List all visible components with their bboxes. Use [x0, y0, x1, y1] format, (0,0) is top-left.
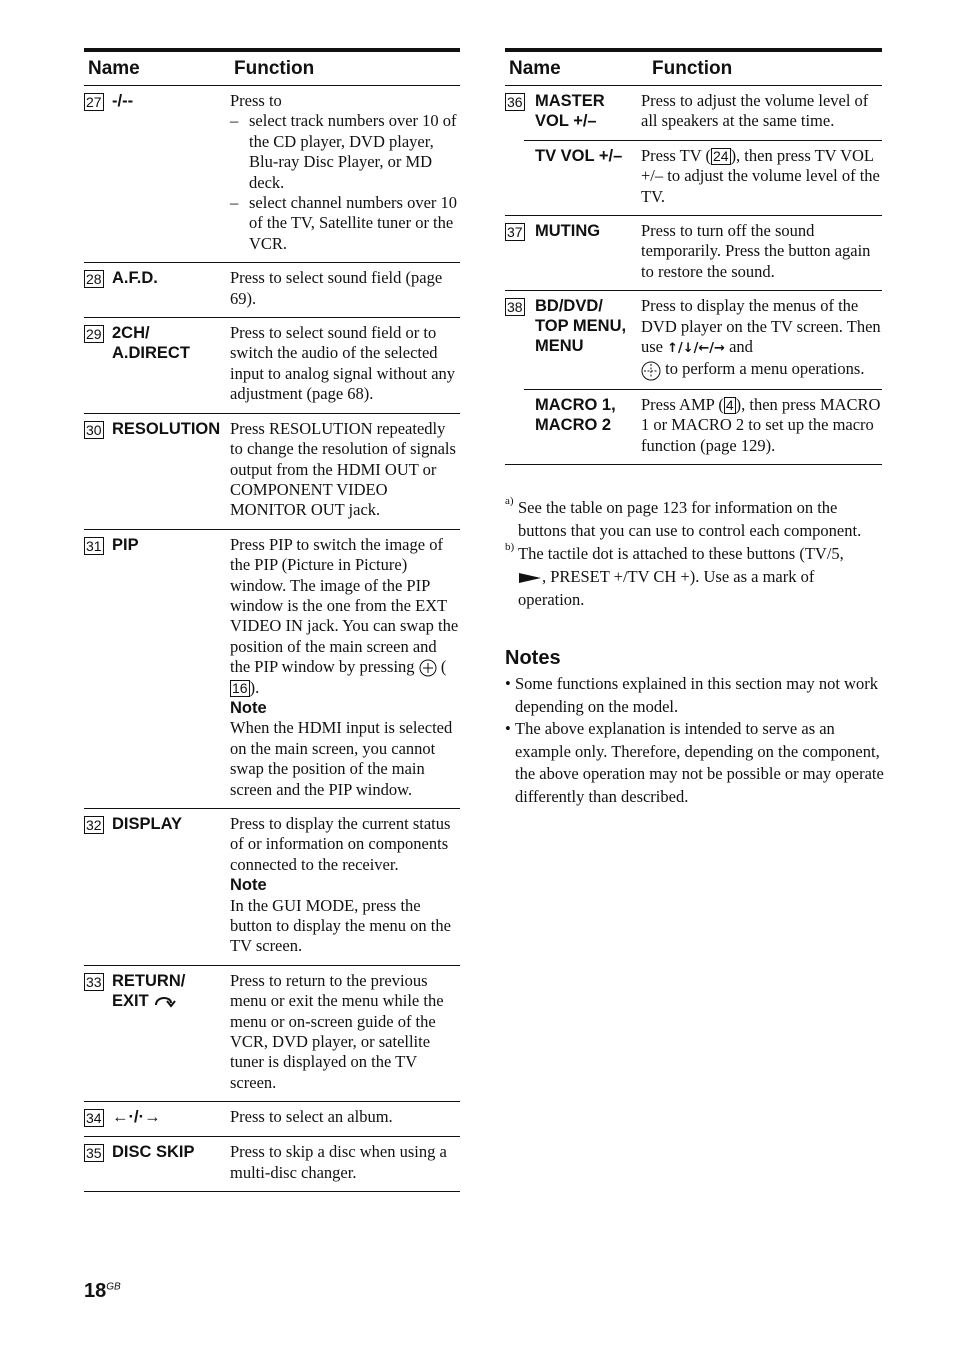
table-row	[84, 530, 460, 809]
notes-list	[505, 673, 885, 809]
notes-title: Notes	[505, 647, 561, 669]
page-number: $18^{GB}$	[84, 1280, 121, 1302]
item-number: 37	[507, 224, 523, 241]
button-name: MASTER VOL +/–	[535, 92, 605, 130]
function-text: Press to select sound field (page 69).	[230, 268, 443, 308]
crosshair-enter-icon	[419, 659, 437, 677]
header-name: Name	[509, 57, 561, 79]
item-number: 28	[86, 271, 102, 288]
table-header	[505, 48, 882, 86]
table-row	[84, 263, 460, 318]
button-name: ←·/·→	[112, 1108, 161, 1127]
item-number: 35	[86, 1145, 102, 1162]
table-row	[84, 1137, 460, 1192]
item-number: 32	[86, 817, 102, 833]
button-name: RESOLUTION	[112, 419, 221, 438]
list-item: • The above explanation is intended to serve as an example only. Therefore, depending on the component, the above operation may not be possible or may operate differently than described.	[505, 719, 884, 806]
table-header	[84, 48, 460, 86]
footnote: a) See the table on page 123 for information on the buttons that you can use to control each component.	[505, 495, 862, 540]
function-text: Press to skip a disc when using a multi-disc changer.	[230, 1142, 447, 1182]
reference-number: 4	[725, 396, 734, 413]
right-table	[505, 48, 882, 465]
note-title: Note	[230, 876, 267, 895]
item-number: 31	[86, 537, 102, 554]
button-name: BD/DVD/ TOP MENU, MENU	[535, 297, 627, 356]
function-text: Press to return to the previous menu or exit the menu while the menu or on-screen guide of the VCR, DVD player, or satellite tuner is displayed on the TV screen.	[230, 970, 444, 1092]
arrow-keys-icon: ↑/↓/←/→	[667, 341, 725, 357]
function-text: Press to display the menus of the DVD player on the TV screen. Then use ↑/↓/←/→ and to perform a menu operations.	[641, 296, 882, 380]
note-title: Note	[230, 698, 267, 717]
function-text: Press to adjust the volume level of all speakers at the same time.	[641, 91, 869, 131]
item-number: 38	[507, 299, 523, 316]
table-row	[84, 1102, 460, 1137]
function-text: Press to display the current status of or information on components connected to the receiver. Note In the GUI MODE, press the button to display the menu on the TV screen.	[230, 814, 460, 957]
table-row	[84, 318, 460, 414]
button-name: 2CH/ A.DIRECT	[112, 324, 190, 363]
item-number: 30	[86, 421, 102, 438]
table-row	[505, 216, 882, 291]
button-name: TV VOL +/–	[535, 146, 623, 165]
play-icon	[518, 572, 542, 584]
button-name: -/--	[112, 92, 134, 110]
enter-button-icon	[641, 361, 661, 381]
list-item: select track numbers over 10 of the CD player, DVD player, Blu-ray Disc Player, or MD deck.	[249, 111, 457, 192]
button-name: A.F.D.	[112, 269, 158, 288]
footnotes	[505, 496, 882, 611]
header-function: Function	[652, 57, 733, 79]
item-number: 29	[86, 326, 102, 343]
list-item: • Some functions explained in this section may not work depending on the model.	[505, 674, 878, 716]
table-row	[84, 86, 460, 263]
button-name: PIP	[112, 535, 139, 554]
header-name: Name	[88, 57, 140, 79]
table-row	[84, 966, 460, 1102]
note-text: When the HDMI input is selected on the main screen, you cannot swap the position of the main screen and the PIP window.	[230, 718, 453, 799]
button-name: MACRO 1, MACRO 2	[535, 395, 616, 434]
reference-number: 24	[712, 147, 729, 164]
table-row	[505, 86, 882, 215]
table-row	[505, 291, 882, 465]
header-function: Function	[234, 57, 315, 79]
item-number: 34	[86, 1110, 102, 1127]
function-text: Press to turn off the sound temporarily. Press the button again to restore the sound.	[641, 221, 871, 281]
button-name: DISC SKIP	[112, 1143, 195, 1162]
button-name: RETURN/ EXIT	[112, 971, 186, 1010]
reference-number: 16	[232, 679, 248, 696]
function-text: Press RESOLUTION repeatedly to change the resolution of signals output from the HDMI OUT or COMPONENT VIDEO MONITOR OUT jack.	[230, 418, 456, 520]
left-table	[84, 48, 460, 1192]
button-name: DISPLAY	[112, 815, 182, 833]
button-name: MUTING	[535, 222, 601, 241]
function-text: Press to – select track numbers over 10 of the CD player, DVD player, Blu-ray Disc Player, or MD deck. – select channel numbers over 10 of the TV, Satellite tuner or the VCR.	[230, 91, 460, 254]
item-number: 27	[86, 94, 102, 110]
list-item: select channel numbers over 10 of the TV, Satellite tuner or the VCR.	[249, 193, 458, 253]
table-row	[84, 414, 460, 530]
footnote: b) The tactile dot is attached to these buttons (TV/5, , PRESET +/TV CH +). Use as a mark of operation.	[505, 541, 844, 609]
function-text: Press to select an album.	[230, 1107, 393, 1127]
table-row	[84, 809, 460, 966]
item-number: 33	[86, 973, 102, 990]
function-text: Press AMP ( 4 ), then press MACRO 1 or MACRO 2 to set up the macro function (page 129).	[641, 394, 881, 455]
function-text: Press TV ( 24 ), then press TV VOL +/– to adjust the volume level of the TV.	[641, 145, 880, 206]
function-text: Press to select sound field or to switch the audio of the selected input to analog signal without any adjustment (page 68).	[230, 323, 456, 404]
return-arrow-icon	[153, 994, 177, 1008]
function-text: Press PIP to switch the image of the PIP (Picture in Picture) window. The image of the PIP window is the one from the EXT VIDEO IN jack. You can swap the position of the main screen and the PIP window by pressing (16 ). Note When the HDMI input is selected on the main screen, you cannot swap the position of the main screen and the PIP window.	[230, 534, 459, 799]
item-number: 36	[507, 94, 523, 110]
note-text: In the GUI MODE, press the button to display the menu on the TV screen.	[230, 895, 451, 956]
